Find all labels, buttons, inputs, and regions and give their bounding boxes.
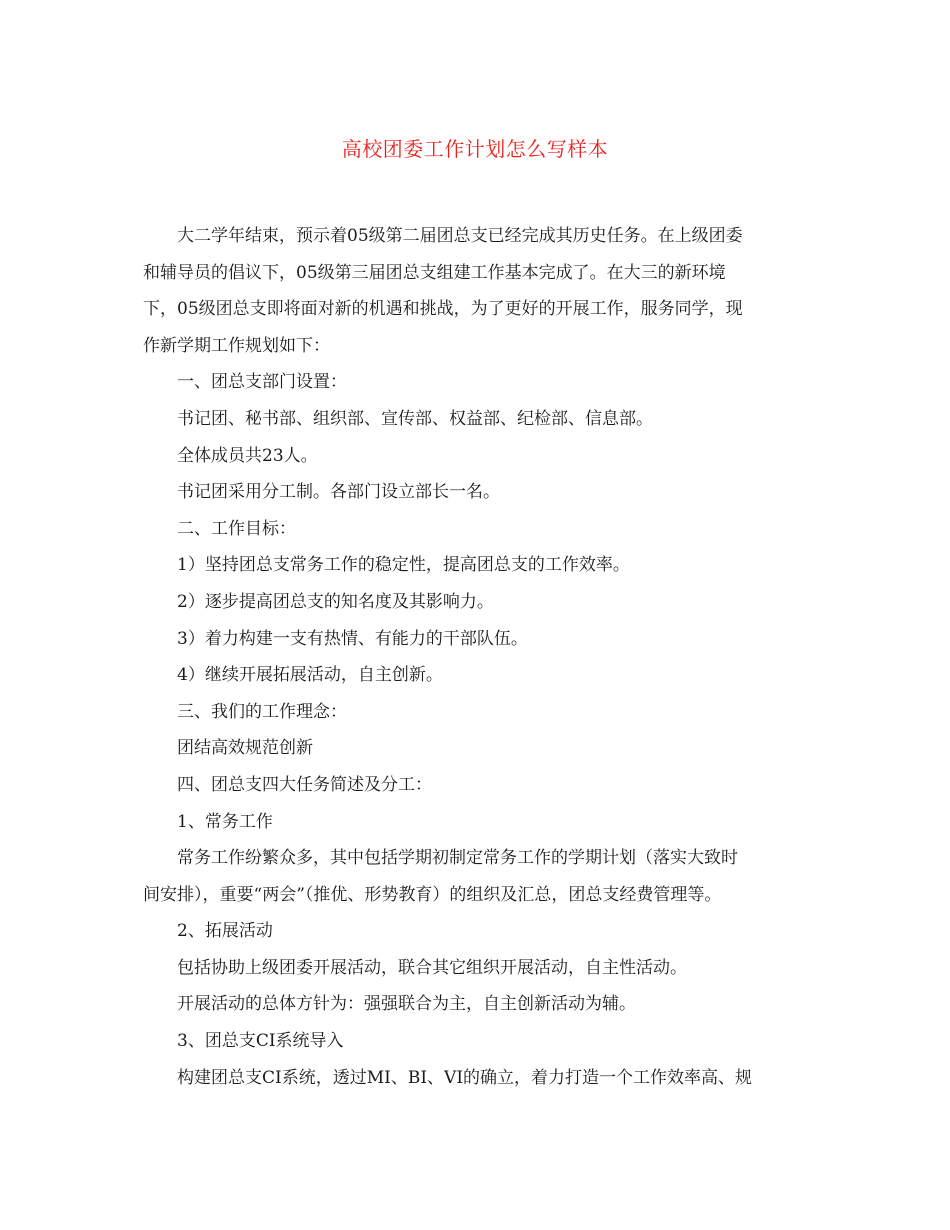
text-line: 大二学年结束，预示着05级第二届团总支已经完成其历史任务。在上级团委 [177, 226, 743, 246]
text-line: 1）坚持团总支常务工作的稳定性，提高团总支的工作效率。 [177, 555, 630, 576]
paragraph [143, 767, 811, 804]
text-line: 4）继续开展拓展活动，自主创新。 [177, 665, 443, 686]
text-line: 作新学期工作规划如下： [143, 335, 330, 356]
text-line: 下，05级团总支即将面对新的机遇和挑战，为了更好的开展工作，服务同学，现 [143, 299, 743, 320]
document-title: 高校团委工作计划怎么写样本 [341, 137, 609, 161]
text-line: 团结高效规范创新 [177, 738, 313, 759]
text-line: 1、常务工作 [177, 811, 273, 832]
text-line: 3、团总支CI系统导入 [177, 1031, 344, 1052]
document-body [143, 218, 811, 1096]
text-line: 书记团采用分工制。各部门设立部长一名。 [177, 482, 500, 503]
paragraph [143, 913, 811, 950]
text-line: 3）着力构建一支有热情、有能力的干部队伍。 [177, 628, 528, 649]
paragraph [143, 438, 811, 475]
paragraph [143, 1060, 811, 1097]
text-line: 2）逐步提高团总支的知名度及其影响力。 [177, 591, 494, 612]
paragraph [143, 986, 811, 1023]
text-line: 常务工作纷繁众多，其中包括学期初制定常务工作的学期计划（落实大致时 [177, 848, 738, 869]
text-line: 包括协助上级团委开展活动，联合其它组织开展活动，自主性活动。 [177, 957, 687, 978]
paragraph [143, 547, 811, 584]
paragraph [143, 950, 811, 987]
paragraph [143, 621, 811, 658]
paragraph [143, 511, 811, 548]
paragraph [143, 657, 811, 694]
paragraph [143, 401, 811, 438]
text-line: 四、团总支四大任务简述及分工： [177, 774, 432, 795]
text-line: 2、拓展活动 [177, 921, 273, 942]
text-line: 三、我们的工作理念： [177, 701, 347, 722]
paragraph [143, 840, 811, 913]
text-line: 构建团总支CI系统，透过MI、BI、VI的确立，着力打造一个工作效率高、规 [177, 1067, 753, 1088]
text-line: 书记团、秘书部、组织部、宣传部、权益部、纪检部、信息部。 [177, 408, 653, 429]
text-line: 开展活动的总体方针为：强强联合为主，自主创新活动为辅。 [177, 994, 636, 1015]
paragraph [143, 1023, 811, 1060]
text-line: 一、团总支部门设置： [177, 372, 347, 393]
paragraph [143, 584, 811, 621]
paragraph [143, 364, 811, 401]
paragraph [143, 730, 811, 767]
paragraph [143, 218, 811, 364]
paragraph [143, 804, 811, 841]
text-line: 二、工作目标： [177, 518, 296, 539]
text-line: 和辅导员的倡议下，05级第三届团总支组建工作基本完成了。在大三的新环境 [143, 262, 726, 283]
text-line: 全体成员共23人。 [177, 445, 318, 466]
paragraph [143, 694, 811, 731]
paragraph [143, 474, 811, 511]
text-line: 间安排），重要“两会”（推优、形势教育）的组织及汇总，团总支经费管理等。 [143, 884, 722, 905]
